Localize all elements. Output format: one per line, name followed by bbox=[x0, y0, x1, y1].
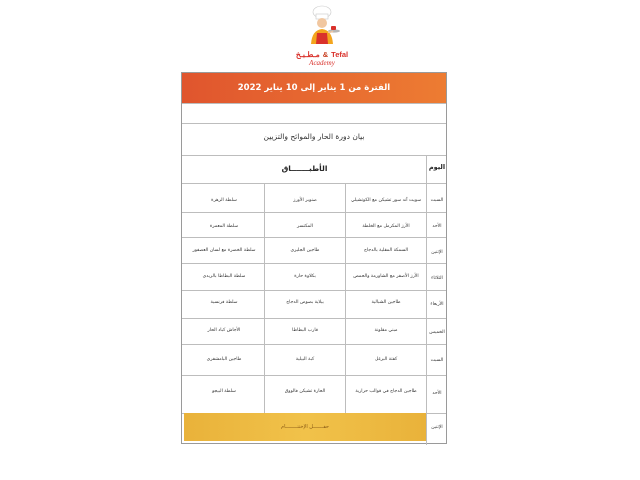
dish-side: بيلاية بصوص الدجاج bbox=[286, 300, 324, 305]
row-divider bbox=[182, 263, 446, 264]
academy-label: Academy bbox=[309, 59, 335, 67]
divider bbox=[182, 123, 446, 124]
dish-side: صنوبر الأورز bbox=[293, 198, 317, 203]
row-divider bbox=[182, 344, 446, 345]
header-day: اليوم bbox=[428, 163, 446, 171]
brand-ampersand: & bbox=[322, 50, 329, 59]
brand-line bbox=[262, 50, 382, 59]
dish-salad: سلطة فرنسية bbox=[210, 300, 238, 305]
dish-main: مبني مقلونة bbox=[374, 328, 398, 333]
schedule-subtitle: بيان دورة الحار والموائح والتزيين bbox=[263, 132, 365, 141]
dish-salad: سلطة الزهرة bbox=[211, 198, 237, 203]
row-divider bbox=[182, 212, 446, 213]
dish-main: الأرز الأصفر مع الشاورمة والحمص bbox=[353, 274, 419, 279]
day-label: السبت bbox=[430, 358, 444, 363]
brand-arabic: مـطـبـخ bbox=[295, 50, 320, 59]
row-divider bbox=[182, 375, 446, 376]
dish-salad: سلطة البطاطا بالزبدي bbox=[202, 274, 246, 279]
divider bbox=[182, 155, 446, 156]
header-dishes: الأطبـــــــاق bbox=[281, 164, 328, 173]
dish-side: بكلاوة حارة bbox=[294, 274, 316, 279]
day-label: الأربعاء bbox=[430, 302, 444, 307]
divider bbox=[182, 103, 446, 104]
day-label: الأحد bbox=[432, 224, 442, 229]
day-label: الإثنين bbox=[431, 425, 443, 430]
row-divider bbox=[182, 237, 446, 238]
dish-side: الحارة تشيكن فالووق bbox=[284, 389, 326, 394]
dish-salad: سلطة البيجو bbox=[212, 389, 236, 394]
dish-main: طاجين الشبالية bbox=[371, 300, 401, 305]
chef-logo-icon bbox=[298, 4, 346, 50]
dish-side: كبة البيلية bbox=[295, 357, 315, 362]
closing-ceremony-text: حفـــــــل الإختتــــــــام bbox=[281, 424, 329, 430]
dish-main: كفتة البرغل bbox=[374, 357, 398, 362]
day-label: الثلاثاء bbox=[431, 276, 443, 281]
dish-main: طاجين الدجاج في قوالب حرارية bbox=[355, 389, 417, 394]
day-label: الخميس bbox=[429, 330, 445, 335]
row-divider bbox=[182, 318, 446, 319]
column-divider bbox=[264, 183, 265, 413]
period-text: الفترة من 1 يناير إلى 10 يناير 2022 bbox=[237, 83, 391, 93]
divider bbox=[182, 183, 446, 184]
dish-salad: سلطة المعمرة bbox=[209, 224, 239, 229]
day-label: الأحد bbox=[432, 391, 442, 396]
dish-salad: سلطة الخضرة مع لسان العصفور bbox=[192, 248, 256, 253]
dish-side: طاجين الجليزي bbox=[290, 248, 320, 253]
day-label: الإثنين bbox=[431, 250, 443, 255]
brand-tefal: Tefal bbox=[331, 50, 349, 59]
day-label: السبت bbox=[430, 198, 444, 203]
dish-main: الأرز المكرمل مع الخلطة bbox=[362, 224, 410, 229]
dish-side: قارب البطاطا bbox=[292, 328, 318, 333]
schedule-frame bbox=[181, 72, 447, 444]
period-banner bbox=[182, 73, 446, 103]
dish-salad: طاجين البامشفري bbox=[206, 357, 242, 362]
closing-ceremony-banner bbox=[184, 413, 426, 441]
dish-main: السمكة المقلية بالدجاج bbox=[363, 248, 409, 253]
row-divider bbox=[182, 290, 446, 291]
academy-logo bbox=[262, 4, 382, 66]
column-divider bbox=[345, 183, 346, 413]
dish-side: المكتسر bbox=[297, 224, 313, 229]
dish-main: سويت آند سور تشيكن مع الكوتشيلي bbox=[350, 198, 422, 203]
dish-salad: الأجاش كباد الحار bbox=[207, 328, 241, 333]
